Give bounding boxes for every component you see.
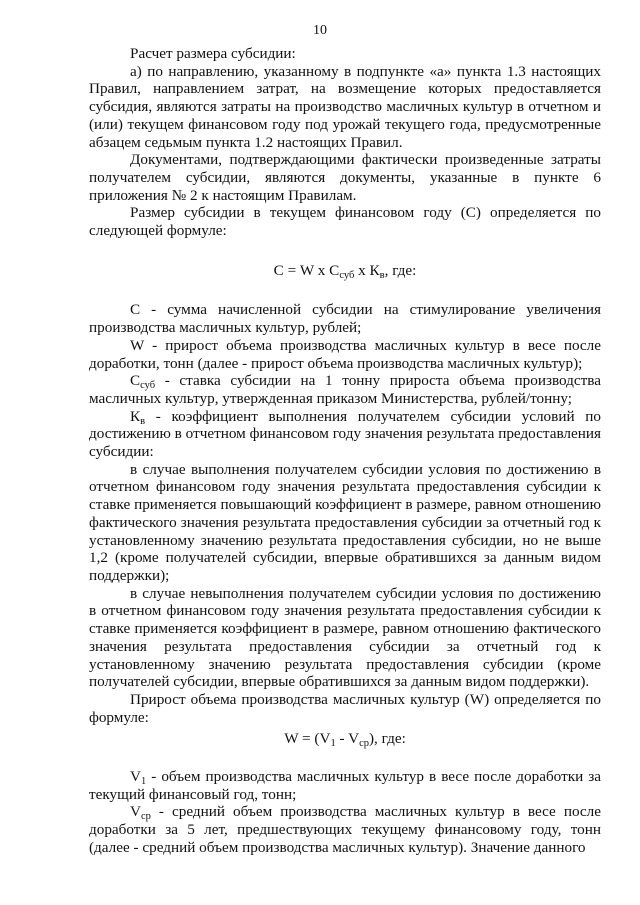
formula-growth: $W = (V_1 - V_{ср})$, где: <box>284 730 406 750</box>
definition-w: W - прирост объема производства масличных культур в весе после доработки, тонн (далее - прирост объема производства масличных культур); <box>89 336 601 372</box>
definition-c-rate: $С_{суб}$ - ставка субсидии на 1 тонну прироста объема производства масличных культур, утвержденная приказом Министерства, рублей/тонну; <box>89 372 601 407</box>
definition-k-coefficient: $К_в$ - коэффициент выполнения получателем субсидии условий по достижению в отчетном финансовом году значения результата предоставления субсидии: <box>89 407 601 461</box>
paragraph-subsidy-size: Размер субсидии в текущем финансовом году (С) определяется по следующей формуле: <box>89 204 601 240</box>
formula-subsidy: С = W x $С_{суб}$ x $К_в$, где: <box>273 261 417 281</box>
paragraph-condition-not-met: в случае невыполнения получателем субсидии условия по достижению в отчетном финансовом году значения результата предоставления субсидии к ставке применяется коэффициент в размере, равном отношению фактического значения результата предоставления субсидии за отчетный год к установленному значению результата предоставления субсидии (кроме получателей субсидии, впервые обратившихся за данным видом поддержки). <box>89 584 601 691</box>
paragraph-growth: Прирост объема производства масличных культур (W) определяется по формуле: <box>89 690 601 726</box>
paragraph-direction-a: а) по направлению, указанному в подпункте «а» пункта 1.3 настоящих Правил, направлением затрат, на возмещение которых предоставляется субсидия, являются затраты на производство масличных культур в отчетном и (или) текущем финансовом году под урожай текущего года, предусмотренные абзацем седьмым пункта 1.2 настоящих Правил. <box>89 62 601 151</box>
paragraph-documents: Документами, подтверждающими фактически произведенные затраты получателем субсидии, являются документы, указанные в пункте 6 приложения № 2 к настоящим Правилам. <box>89 151 601 204</box>
document-body <box>89 45 601 857</box>
definition-c: С - сумма начисленной субсидии на стимулирование увеличения производства масличных культур, рублей; <box>89 301 601 337</box>
definition-vcp: $V_{ср}$ - средний объем производства масличных культур в весе после доработки за 5 лет, предшествующих текущему финансовому году, тонн (далее - средний объем производства масличных культур). Значение данного <box>89 803 601 856</box>
page-number: 10 <box>313 23 327 38</box>
section-heading: Расчет размера субсидии: <box>130 45 296 62</box>
definition-v1: $V_1$ - объем производства масличных культур в весе после доработки за текущий финансовый год, тонн; <box>89 768 601 803</box>
paragraph-condition-met: в случае выполнения получателем субсидии условия по достижению в отчетном финансовом году значения результата предоставления субсидии к ставке применяется повышающий коэффициент в размере, равном отношению фактического значения результата предоставления субсидии за отчетный год к установленному значению результата предоставления субсидии, но не выше 1,2 (кроме получателей субсидии, впервые обратившихся за данным видом поддержки); <box>89 460 601 584</box>
